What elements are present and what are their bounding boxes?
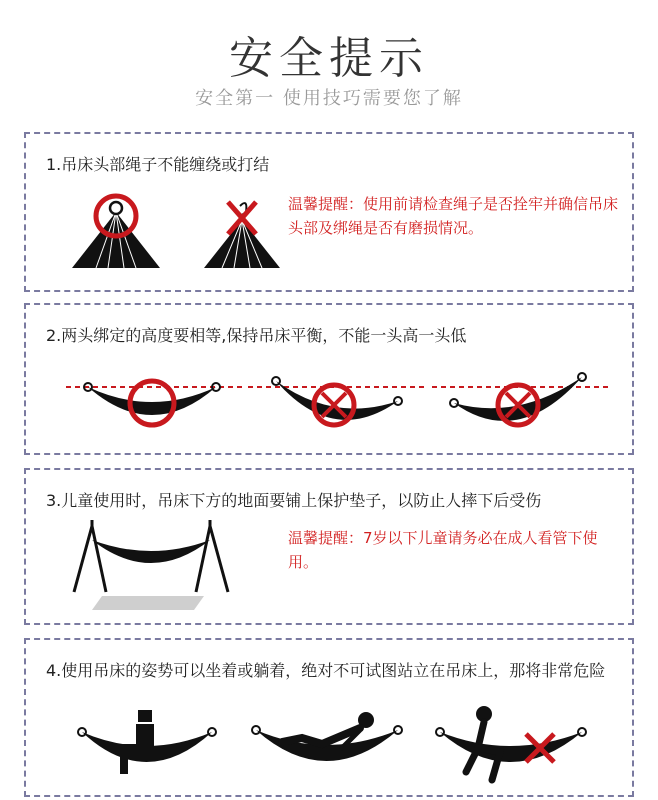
hammock-stand-with-mat-illustration [66,522,236,614]
level-hammock-illustration [66,373,246,443]
page-subtitle: 安全第一 使用技巧需要您了解 [195,88,463,109]
page-title: 安全提示 [229,33,429,84]
section-posture [24,638,634,797]
lying-posture-illustration [242,708,412,792]
correct-rope-illustration [66,194,166,274]
knotted-rope-illustration [192,194,292,274]
warm-reminder: 温馨提醒：使用前请检查绳子是否拴牢并确信吊床头部及绑绳是否有磨损情况。 [288,195,619,237]
section-heading: 2.两头绑定的高度要相等,保持吊床平衡，不能一头高一头低 [46,326,467,345]
uneven-hammock-illustration [248,373,428,443]
uneven-hammock-illustration-2 [432,373,612,443]
section-heading: 1.吊床头部绳子不能缠绕或打结 [46,155,270,174]
sitting-posture-illustration [66,708,226,792]
standing-forbidden-illustration [426,708,596,792]
section-heading: 3.儿童使用时，吊床下方的地面要铺上保护垫子，以防止人摔下后受伤 [46,491,542,510]
section-equal-height [24,303,634,455]
warm-reminder: 温馨提醒：7岁以下儿童请务必在成人看管下使用。 [288,529,598,571]
section-heading: 4.使用吊床的姿势可以坐着或躺着，绝对不可试图站立在吊床上，那将非常危险 [46,661,606,680]
section-rope-tangle [24,132,634,292]
section-child-safety [24,468,634,625]
